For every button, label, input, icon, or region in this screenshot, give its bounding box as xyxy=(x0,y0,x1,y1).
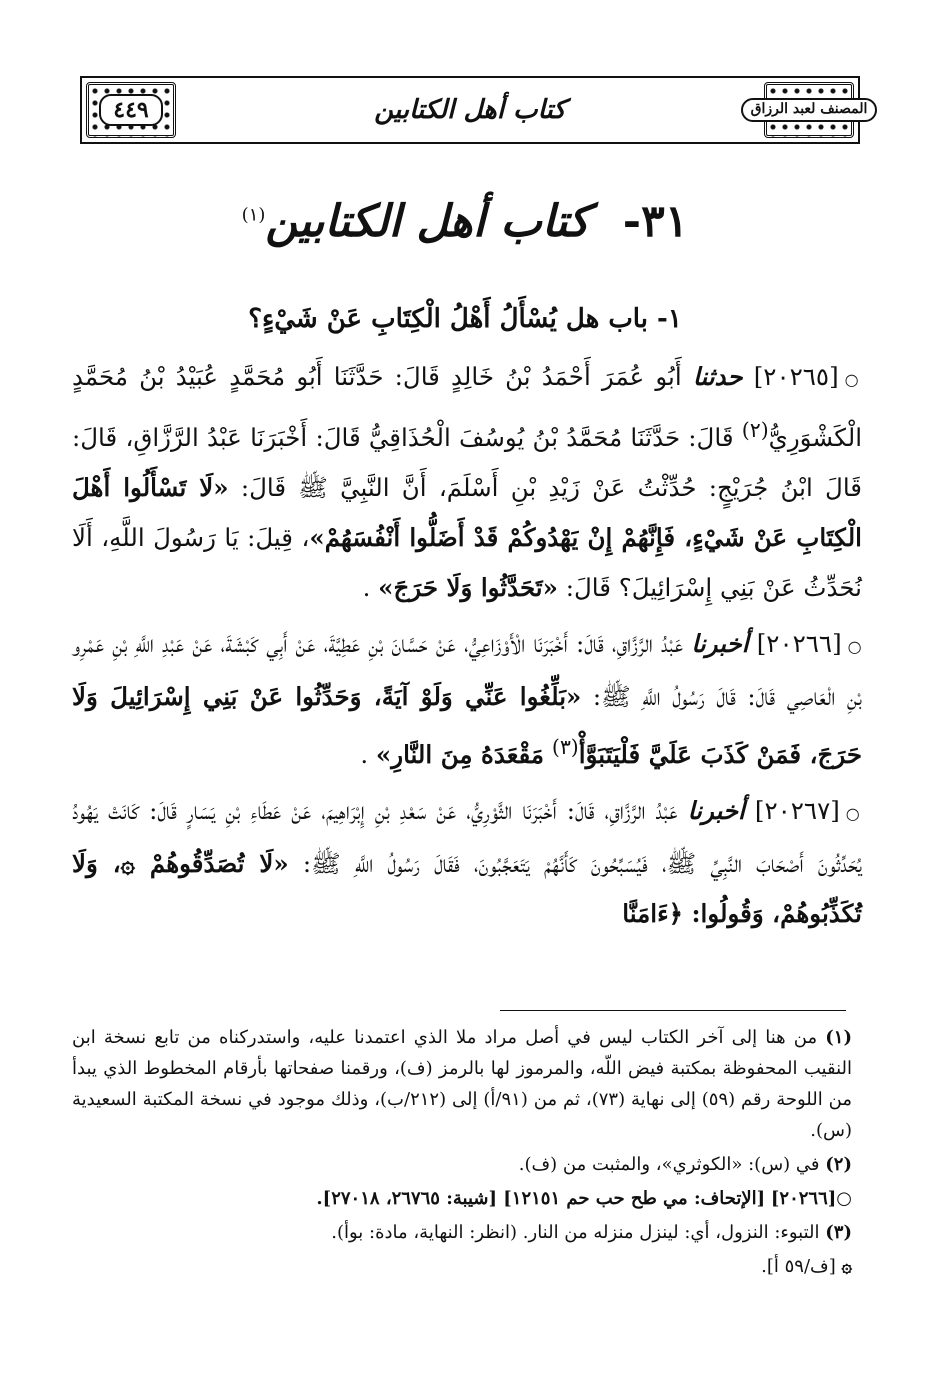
chain-lead: أخبرنا xyxy=(691,629,749,659)
page-number-ornament xyxy=(86,82,176,138)
main-text xyxy=(72,352,862,945)
hadith-matn: «تَحَدَّثُوا وَلَا حَرَجَ» xyxy=(378,573,558,603)
footnote-text: [الإتحاف: مي طح حب حم ١٢١٥١] [شيبة: ٢٦٧٦٥، ٢٧٠١٨]. xyxy=(316,1188,766,1209)
footnote-marker: ○[٢٠٢٦٦] xyxy=(770,1188,852,1209)
manuscript-marker-note xyxy=(72,1251,852,1282)
hadith-20266 xyxy=(72,619,862,780)
book-logo-text: المصنف لعبد الرزاق xyxy=(741,98,878,121)
chain-lead: أخبرنا xyxy=(687,796,745,826)
chain-text: قَالَ: حَدَّثَنَا مُحَمَّدُ بْنُ يُوسُفَ الْحُذَاقِيُّ قَالَ: أَخْبَرَنَا عَبْدُ الرَّزَّاقِ، قَالَ: قَالَ ابْنُ جُرَيْجٍ: حُدِّثْتُ عَنْ زَيْدِ بْنِ أَسْلَمَ، أَنَّ النَّبِيَّ ﷺ قَالَ: xyxy=(72,423,862,503)
footnote-marker: (٣) xyxy=(825,1222,852,1243)
page-header xyxy=(80,76,868,144)
takhrij-note xyxy=(72,1183,852,1214)
end-mark: . xyxy=(362,573,371,603)
footnote-ref[interactable]: (٣) xyxy=(551,735,579,760)
footnote-text: التبوء: النزول، أي: لينزل منزله من النار. (انظر: النهاية، مادة: بوأ). xyxy=(331,1222,820,1243)
hadith-matn: «بَلِّغُوا عَنِّي وَلَوْ آيَةً، وَحَدِّثُوا عَنْ بَنِي إِسْرَائِيلَ وَلَا حَرَجَ، فَمَنْ كَذَبَ عَلَيَّ فَلْيَتَبَوَّأْ xyxy=(72,682,862,770)
footnote-text: من هنا إلى آخر الكتاب ليس في أصل مراد ملا الذي اعتمدنا عليه، واستدركناه من تابع نسخة ابن النقيب المحفوظة بمكتبة فيض اللّه، والمرموز لها بالرمز (ف)، ورقمنا صفحاتها بأرقام المخطوط الذي يبدأ من اللوحة رقم (٥٩) إلى نهاية (٧٣)، ثم من (٩١/أ) إلى (٢١٢/ب)، وذلك موجود في نسخة المكتبة السعيدية (س). xyxy=(72,1027,852,1141)
end-mark: . xyxy=(360,740,369,770)
chain-text: عَبْدُ الرَّزَّاقِ، قَالَ: أَخْبَرَنَا الثَّوْرِيُّ، عَنْ سَعْدِ بْنِ إِبْرَاهِيمَ، عَنْ عَطَاءِ بْنِ يَسَارٍ قَالَ: كَانَتْ يَهُودُ يُحَدِّثُونَ أَصْحَابَ النَّبِيِّ ﷺ، فَيُسَبِّحُونَ كَأَنَّهُمْ يَتَعَجَّبُونَ، فَقَالَ رَسُولُ اللَّهِ ﷺ: xyxy=(72,796,862,879)
hadith-20267 xyxy=(72,786,862,939)
footnote-marker: ۞ xyxy=(841,1256,852,1277)
chain-text: أَبُو عُمَرَ أَحْمَدُ بْنُ خَالِدٍ قَالَ: حَدَّثَنَا أَبُو مُحَمَّدٍ عُبَيْدُ بْنُ مُحَمَّدٍ الْكَشْوَرِيُّ xyxy=(72,362,862,453)
chain-text: عَبْدُ الرَّزَّاقِ، قَالَ: أَخْبَرَنَا الْأَوْزَاعِيُّ، عَنْ حَسَّانَ بْنِ عَطِيَّةَ، عَنْ أَبِي كَبْشَةَ، عَنْ عَبْدِ اللَّهِ بْنِ عَمْرِو بْنِ الْعَاصِي قَالَ: قَالَ رَسُولُ اللَّهِ ﷺ: xyxy=(72,629,862,712)
chapter-title xyxy=(0,196,930,249)
narrative-text: ، قِيلَ: يَا رَسُولَ اللَّهِ، أَلَا نُحَدِّثُ عَنْ بَنِي إِسْرَائِيلَ؟ قَالَ: xyxy=(72,523,862,603)
footnote-divider xyxy=(500,1010,846,1011)
hadith-20265 xyxy=(72,352,862,613)
hadith-matn: «لَا تُصَدِّقُوهُمْ ۞، وَلَا تُكَذِّبُوهُمْ، وَقُولُوا: ﴿ءَامَنَّا xyxy=(72,849,862,929)
footnote-text: [ف/٥٩ أ]. xyxy=(761,1256,836,1277)
book-logo-ornament xyxy=(750,82,868,138)
footnote-2 xyxy=(72,1149,852,1180)
footnote-ref[interactable]: (٢) xyxy=(741,418,769,442)
chapter-number: ٣١- xyxy=(622,196,689,247)
footnote-marker: (٢) xyxy=(825,1154,852,1175)
footnote-1 xyxy=(72,1022,852,1146)
footnote-marker: (١) xyxy=(825,1027,852,1048)
bullet-icon: ○ xyxy=(844,370,862,389)
page-number: ٤٤٩ xyxy=(99,94,162,126)
bullet-icon: ○ xyxy=(847,637,863,657)
hadith-number: [٢٠٢٦٦] xyxy=(756,629,842,659)
footnote-3 xyxy=(72,1217,852,1248)
section-title: ١- باب هل يُسْأَلُ أَهْلُ الْكِتَابِ عَنْ شَيْءٍ؟ xyxy=(248,304,682,334)
footnotes xyxy=(72,1022,852,1285)
bullet-icon: ○ xyxy=(845,804,863,824)
chain-lead: حدثنا xyxy=(692,362,743,391)
chapter-name: كتاب أهل الكتابين xyxy=(265,196,590,247)
footnote-text: في (س): «الكوثري»، والمثبت من (ف). xyxy=(518,1154,820,1175)
hadith-number: [٢٠٢٦٥] xyxy=(753,362,839,391)
hadith-matn: مَقْعَدَهُ مِنَ النَّارِ» xyxy=(375,740,545,770)
running-title: كتاب أهل الكتابين xyxy=(374,95,566,125)
hadith-matn: «لَا تَسْأَلُوا أَهْلَ الْكِتَابِ عَنْ شَيْءٍ، فَإِنَّهُمْ إِنْ يَهْدُوكُمْ قَدْ أَضَلُّوا أَنْفُسَهُمْ» xyxy=(72,473,862,553)
hadith-number: [٢٠٢٦٧] xyxy=(754,796,840,826)
chapter-footnote-ref[interactable]: (١) xyxy=(241,204,266,226)
